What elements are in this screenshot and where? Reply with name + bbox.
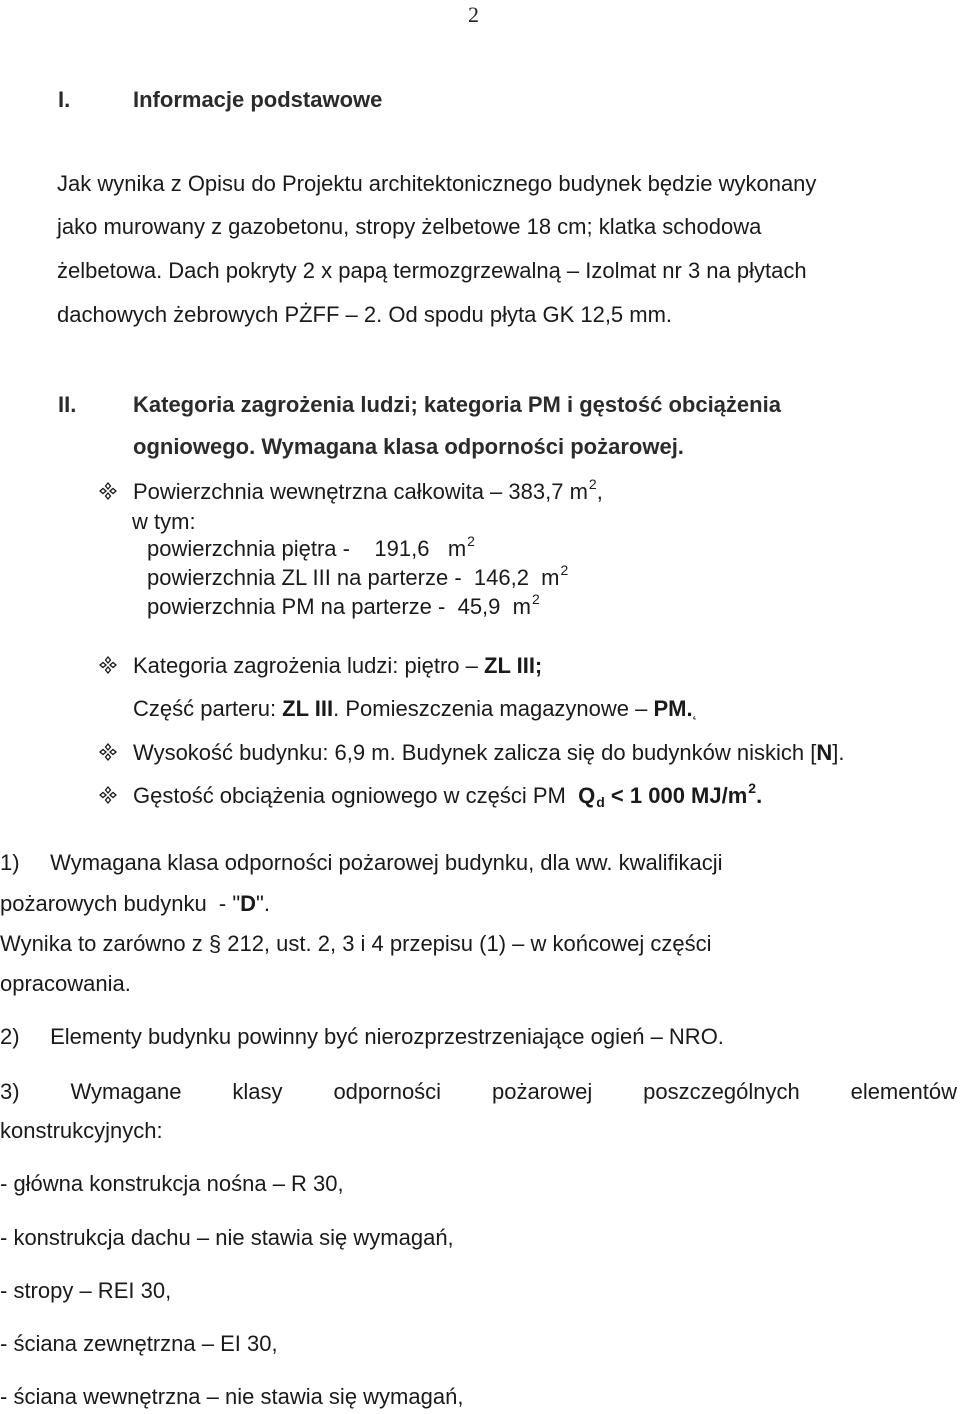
section-2-title-line-2: ogniowego. Wymagana klasa odporności pożarowej. [133,434,684,459]
point-3-word: odporności [333,1079,442,1104]
density-line-q: Q [578,783,596,808]
area-row-pm-sup: 2 [531,591,540,607]
point-1-line-2-c: ". [256,891,270,916]
area-total-sup: 2 [588,476,597,492]
point-1-line-2-a: pożarowych budynku - " [0,891,241,916]
intro-line-2: jako murowany z gazobetonu, stropy żelbetowe 18 cm; klatka schodowa [57,214,762,239]
density-line-prefix: Gęstość obciążenia ogniowego w części PM [133,783,579,808]
area-intro: w tym: [132,509,196,534]
category-line-2-a: Część parteru: [133,696,283,721]
category-line-1-prefix: Kategoria zagrożenia ludzi: piętro – [133,653,484,678]
point-2: 2) Elementy budynku powinny być nierozprzestrzeniające ogień – NRO. [0,1024,724,1049]
area-row-floor-sup: 2 [467,533,475,549]
section-1-number: I. [58,87,71,112]
diamond-bullet-icon [99,656,117,674]
requirement-item: - ściana zewnętrzna – EI 30, [0,1331,278,1356]
area-total-text: Powierzchnia wewnętrzna całkowita – 383,7 m [133,479,588,504]
height-line-prefix: Wysokość budynku: 6,9 m. Budynek zalicza się do budynków niskich [ [133,740,817,765]
density-line-sub: d [596,794,605,810]
point-1-line-3: Wynika to zarówno z § 212, ust. 2, 3 i 4 przepisu (1) – w końcowej części [0,931,712,956]
point-3-line-1 [0,1079,957,1105]
diamond-bullet-icon [99,786,117,804]
intro-line-3: żelbetowa. Dach pokryty 2 x papą termozgrzewalną – Izolmat nr 3 na płytach [57,258,807,283]
category-line-1 [133,655,542,677]
category-line-2-e: ˛ [692,703,698,720]
density-line [133,780,763,810]
point-3-line-2: konstrukcyjnych: [0,1118,163,1143]
area-row-zl3-label: powierzchnia ZL III na parterze - 146,2 m [147,565,560,590]
diamond-bullet-icon [99,743,117,761]
requirement-item: - główna konstrukcja nośna – R 30, [0,1171,344,1196]
point-1-line-1: 1) Wymagana klasa odporności pożarowej budynku, dla ww. kwalifikacji [0,850,723,875]
density-line-sup: 2 [748,780,757,796]
height-line-class: N [816,740,833,765]
category-line-2 [133,698,698,720]
section-2-number: II. [58,392,77,417]
area-row-pm-label: powierzchnia PM na parterze - 45,9 m [147,594,531,619]
section-1-title: Informacje podstawowe [133,87,383,112]
area-row-floor [147,533,475,561]
page-number: 2 [468,2,479,27]
category-line-2-b: ZL III [282,696,334,721]
point-1-line-4: opracowania. [0,971,131,996]
density-line-value: < 1 000 MJ/m [604,783,748,808]
area-total-tail: , [596,479,603,504]
area-row-floor-label: powierzchnia piętra - 191,6 m [147,536,467,561]
area-row-pm [147,591,540,619]
point-1-line-2 [0,893,270,915]
category-line-2-d: PM. [653,696,693,721]
point-3-word: poszczególnych [643,1079,800,1104]
height-line-suffix: ]. [832,740,845,765]
area-row-zl3 [147,562,569,590]
point-3-word: elementów [850,1079,957,1104]
height-line [133,742,844,764]
intro-line-1: Jak wynika z Opisu do Projektu architektonicznego budynek będzie wykonany [57,171,817,196]
requirement-item: - stropy – REI 30, [0,1278,172,1303]
requirement-item: - konstrukcja dachu – nie stawia się wymagań, [0,1225,454,1250]
diamond-bullet-icon [99,482,117,500]
requirement-item: - ściana wewnętrzna – nie stawia się wymagań, [0,1384,464,1409]
area-row-zl3-sup: 2 [560,562,569,578]
point-3-word: pożarowej [491,1079,593,1104]
category-line-2-c: . Pomieszczenia magazynowe – [333,696,654,721]
point-1-line-2-b: D [240,891,257,916]
point-3-word: Wymagane [70,1079,182,1104]
category-line-1-bold: ZL III; [484,653,543,678]
intro-line-4: dachowych żebrowych PŻFF – 2. Od spodu płyta GK 12,5 mm. [57,302,673,327]
point-3-word: 3) [0,1079,20,1104]
density-line-end: . [756,783,763,808]
section-2-title-line-1: Kategoria zagrożenia ludzi; kategoria PM i gęstość obciążenia [133,392,781,417]
point-3-word: klasy [232,1079,283,1104]
area-total-line [133,476,603,504]
